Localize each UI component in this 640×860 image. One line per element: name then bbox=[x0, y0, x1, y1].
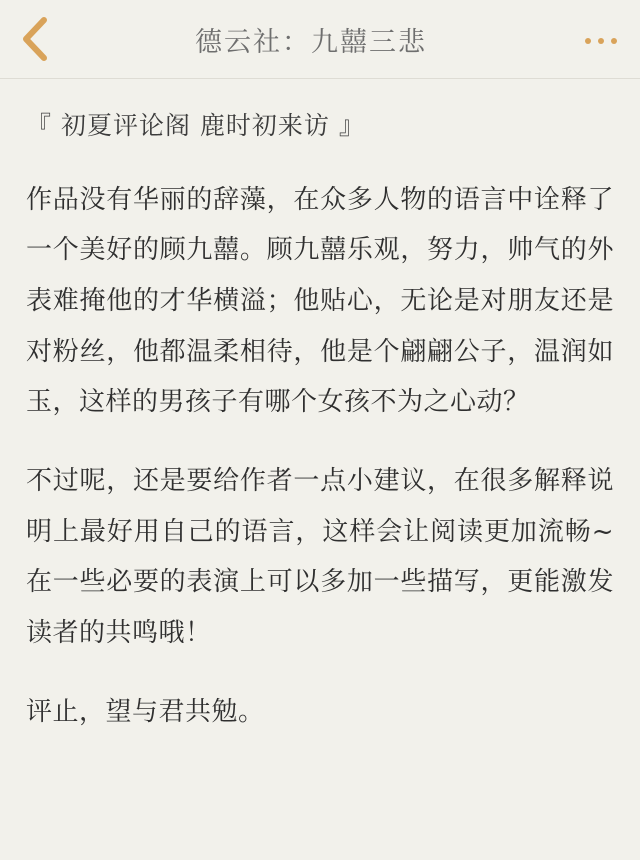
article-paragraph: 不过呢，还是要给作者一点小建议，在很多解释说明上最好用自己的语言，这样会让阅读更加流畅~在一些必要的表演上可以多加一些描写，更能激发读者的共鸣哦！ bbox=[26, 465, 614, 648]
chevron-left-icon bbox=[22, 17, 48, 61]
more-horizontal-icon bbox=[585, 38, 617, 44]
article-paragraph: 评止，望与君共勉。 bbox=[26, 696, 265, 727]
article-paragraph: 作品没有华丽的辞藻，在众多人物的语言中诠释了一个美好的顾九囍。顾九囍乐观，努力，帅气的外表难掩他的才华横溢；他贴心，无论是对朋友还是对粉丝，他都温柔相待，他是个翩翩公子，温润如玉，这样的男孩子有哪个女孩不为之心动？ bbox=[26, 184, 614, 418]
app-header bbox=[0, 0, 640, 79]
page-title: 德云社：九囍三悲 bbox=[195, 26, 427, 58]
article-subtitle: 『 初夏评论阁 鹿时初来访 』 bbox=[26, 111, 365, 140]
article-content bbox=[0, 79, 640, 737]
more-options-button[interactable] bbox=[562, 0, 640, 78]
back-button[interactable] bbox=[0, 0, 70, 78]
